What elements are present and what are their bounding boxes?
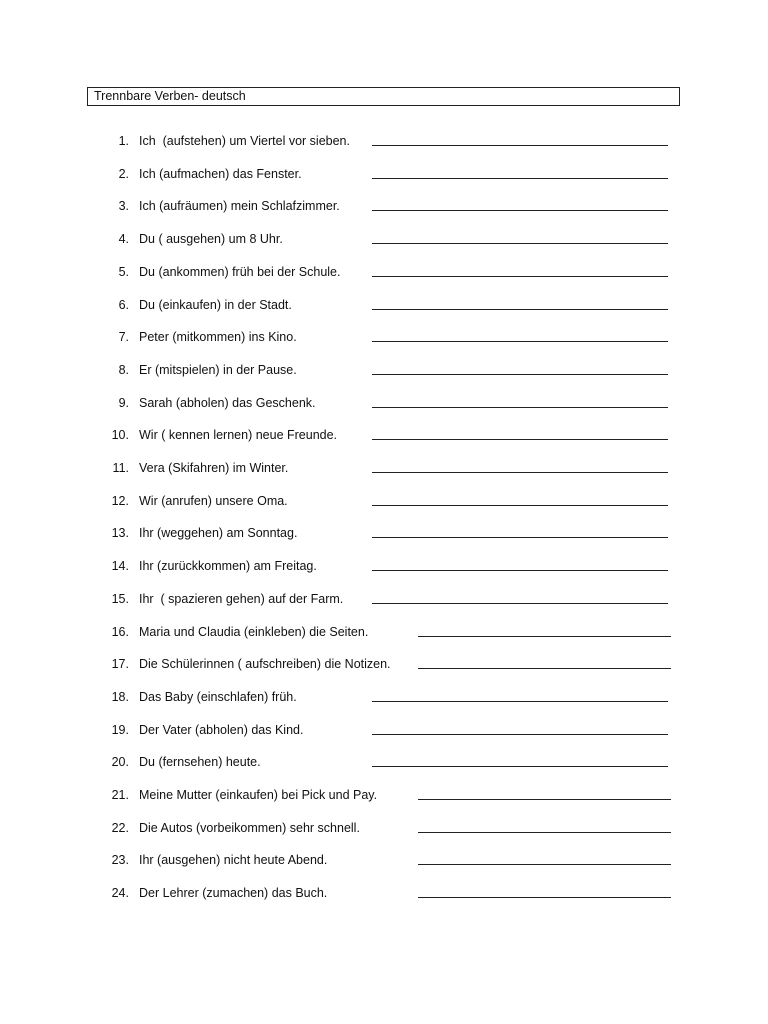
answer-blank-line [372,243,668,244]
answer-blank-line [372,178,668,179]
answer-blank-line [372,701,668,702]
answer-blank-line [372,766,668,767]
exercise-sentence: Sarah (abholen) das Geschenk. [139,395,316,410]
exercise-sentence: Meine Mutter (einkaufen) bei Pick und Pay. [139,788,378,802]
answer-blank-line [418,864,671,865]
answer-blank-line [418,832,671,833]
exercise-number: 8. [118,362,129,377]
exercise-sentence: Er (mitspielen) in der Pause. [139,362,297,377]
answer-blank-line [418,799,671,800]
answer-blank-line [372,374,668,375]
exercise-sentence: Die Schülerinnen ( aufschreiben) die Notizen. [139,657,391,672]
exercise-row [0,491,768,511]
exercise-row [0,425,768,445]
answer-blank-line [372,734,668,735]
exercise-row [0,785,768,805]
exercise-sentence: Ich (aufräumen) mein Schlafzimmer. [139,199,340,214]
exercise-sentence: Der Lehrer (zumachen) das Buch. [139,886,328,901]
exercise-number: 17. [111,657,129,672]
exercise-row [0,196,768,216]
exercise-row [0,752,768,772]
exercise-sentence: Ihr ( spazieren gehen) auf der Farm. [139,591,344,606]
exercise-sentence: Ich (aufstehen) um Viertel vor sieben. [139,134,350,148]
exercise-sentence: Vera (Skifahren) im Winter. [139,461,289,475]
exercise-number: 13. [111,526,129,541]
exercise-number: 15. [111,591,129,606]
exercise-number: 2. [118,166,129,181]
exercise-sentence: Ich (aufmachen) das Fenster. [139,166,302,181]
answer-blank-line [372,570,668,571]
exercise-row [0,131,768,151]
exercise-row [0,164,768,184]
exercise-row [0,818,768,838]
exercise-sentence: Du ( ausgehen) um 8 Uhr. [139,232,283,247]
worksheet-title: Trennbare Verben- deutsch [87,87,680,106]
exercise-sentence: Der Vater (abholen) das Kind. [139,722,304,737]
exercise-sentence: Die Autos (vorbeikommen) sehr schnell. [139,820,360,835]
exercise-sentence: Das Baby (einschlafen) früh. [139,689,297,704]
answer-blank-line [372,505,668,506]
exercise-row [0,883,768,903]
exercise-number: 3. [118,199,129,214]
exercise-number: 22. [111,820,129,835]
exercise-row [0,360,768,380]
answer-blank-line [372,439,668,440]
answer-blank-line [418,668,671,669]
exercise-row [0,654,768,674]
exercise-row [0,458,768,478]
exercise-sentence: Ihr (zurückkommen) am Freitag. [139,559,317,574]
exercise-sentence: Wir ( kennen lernen) neue Freunde. [139,428,338,443]
exercise-number: 12. [111,493,129,508]
exercise-row [0,687,768,707]
exercise-row [0,850,768,870]
exercise-sentence: Ihr (weggehen) am Sonntag. [139,526,298,541]
answer-blank-line [372,407,668,408]
exercise-number: 18. [111,689,129,704]
exercise-number: 11. [112,461,129,475]
exercise-sentence: Maria und Claudia (einkleben) die Seiten. [139,624,369,639]
answer-blank-line [372,309,668,310]
exercise-sentence: Ihr (ausgehen) nicht heute Abend. [139,853,328,868]
exercise-number: 16. [111,624,129,639]
exercise-number: 10. [111,428,129,443]
exercise-number: 7. [118,330,129,345]
exercise-row [0,589,768,609]
exercise-row [0,295,768,315]
exercise-row [0,720,768,740]
exercise-row [0,523,768,543]
answer-blank-line [372,472,668,473]
answer-blank-line [372,276,668,277]
exercise-sentence: Du (ankommen) früh bei der Schule. [139,264,341,279]
answer-blank-line [418,897,671,898]
exercise-number: 20. [111,755,129,770]
exercise-row [0,622,768,642]
exercise-number: 9. [118,395,129,410]
exercise-number: 21. [111,788,129,802]
exercise-row [0,229,768,249]
answer-blank-line [372,210,668,211]
exercise-sentence: Wir (anrufen) unsere Oma. [139,493,288,508]
exercise-sentence: Du (einkaufen) in der Stadt. [139,297,292,312]
exercise-number: 4. [118,232,129,247]
exercise-sentence: Du (fernsehen) heute. [139,755,261,770]
exercise-row [0,556,768,576]
exercise-sentence: Peter (mitkommen) ins Kino. [139,330,297,345]
exercise-number: 14. [111,559,129,574]
answer-blank-line [372,537,668,538]
answer-blank-line [372,603,668,604]
exercise-row [0,262,768,282]
answer-blank-line [372,341,668,342]
answer-blank-line [372,145,668,146]
answer-blank-line [418,636,671,637]
exercise-number: 6. [118,297,129,312]
exercise-row [0,393,768,413]
exercise-number: 1. [118,134,129,148]
exercise-number: 24. [111,886,129,901]
exercise-number: 5. [118,264,129,279]
exercise-number: 19. [111,722,129,737]
exercise-row [0,327,768,347]
exercise-number: 23. [111,853,129,868]
